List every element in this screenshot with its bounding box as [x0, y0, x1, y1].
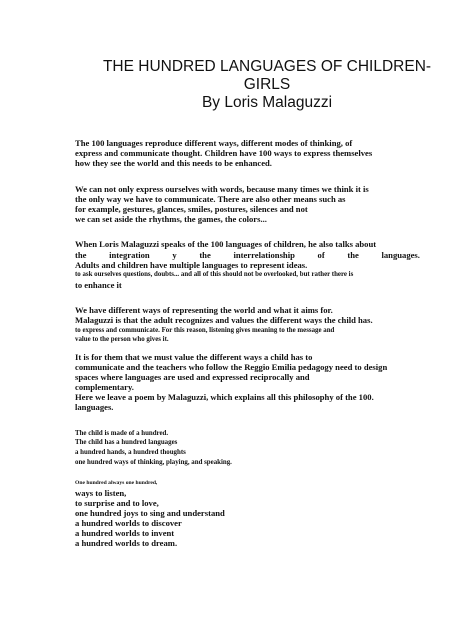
paragraph-line: the only way we have to communicate. There are also other means such as	[75, 194, 346, 204]
word: languages.	[381, 250, 420, 260]
paragraph-line: Adults and children have multiple languages to represent ideas.	[75, 260, 308, 270]
paragraph-line: spaces where languages are used and expressed reciprocally and	[75, 372, 310, 382]
word: integration	[109, 250, 150, 260]
word: y	[172, 250, 177, 260]
poem-line: a hundred worlds to discover	[75, 518, 182, 528]
poem-line: The child is made of a hundred.	[75, 430, 169, 437]
paragraph-line-small: value to the person who gives it.	[75, 336, 169, 343]
paragraph-line: languages.	[75, 402, 114, 412]
title-line-2: GIRLS	[243, 76, 291, 93]
poem-line: ways to listen,	[75, 488, 127, 498]
paragraph-line: express and communicate thought. Children have 100 ways to express themselves	[75, 148, 373, 158]
poem-line: one hundred ways of thinking, playing, and speaking.	[75, 459, 232, 466]
poem-line: The child has a hundred languages	[75, 439, 178, 446]
title-line-1: THE HUNDRED LANGUAGES OF CHILDREN-	[102, 58, 432, 75]
poem-line: a hundred worlds to dream.	[75, 538, 178, 548]
paragraph-line: we can set aside the rhythms, the games, the colors...	[75, 214, 267, 224]
poem-line-small: One hundred always one hundred,	[75, 480, 158, 486]
word: the	[75, 250, 87, 260]
paragraph-line-small: to express and communicate. For this reason, listening gives meaning to the message and	[75, 327, 335, 334]
word: of	[317, 250, 325, 260]
author-line: By Loris Malaguzzi	[201, 94, 333, 111]
paragraph-line: Malaguzzi is that the adult recognizes and values the different ways the child has.	[75, 315, 373, 325]
paragraph-line: Here we leave a poem by Malaguzzi, which explains all this philosophy of the 100.	[75, 392, 374, 402]
word: the	[199, 250, 211, 260]
paragraph-line-small: to ask ourselves questions, doubts... and all of this should not be overlooked, but rather there is	[75, 271, 354, 278]
poem-line: a hundred worlds to invent	[75, 528, 175, 538]
paragraph-line: We can not only express ourselves with words, because many times we think it is	[75, 184, 369, 194]
paragraph-line: to enhance it	[75, 280, 122, 290]
paragraph-line: for example, gestures, glances, smiles, postures, silences and not	[75, 204, 308, 214]
word: the	[347, 250, 359, 260]
paragraph-line: We have different ways of representing the world and what it aims for.	[75, 305, 333, 315]
word: interrelationship	[233, 250, 295, 260]
paragraph-line: complementary.	[75, 382, 134, 392]
paragraph-line: communicate and the teachers who follow the Reggio Emilia pedagogy need to design	[75, 362, 388, 372]
justified-line	[75, 250, 420, 260]
poem-line: a hundred hands, a hundred thoughts	[75, 449, 186, 456]
paragraph-line: The 100 languages reproduce different ways, different modes of thinking, of	[75, 138, 353, 148]
paragraph-line: how they see the world and this needs to be enhanced.	[75, 158, 272, 168]
poem-line: to surprise and to love,	[75, 498, 159, 508]
poem-line: one hundred joys to sing and understand	[75, 508, 225, 518]
paragraph-line: It is for them that we must value the different ways a child has to	[75, 352, 313, 362]
paragraph-line: When Loris Malaguzzi speaks of the 100 languages of children, he also talks about	[75, 239, 377, 249]
